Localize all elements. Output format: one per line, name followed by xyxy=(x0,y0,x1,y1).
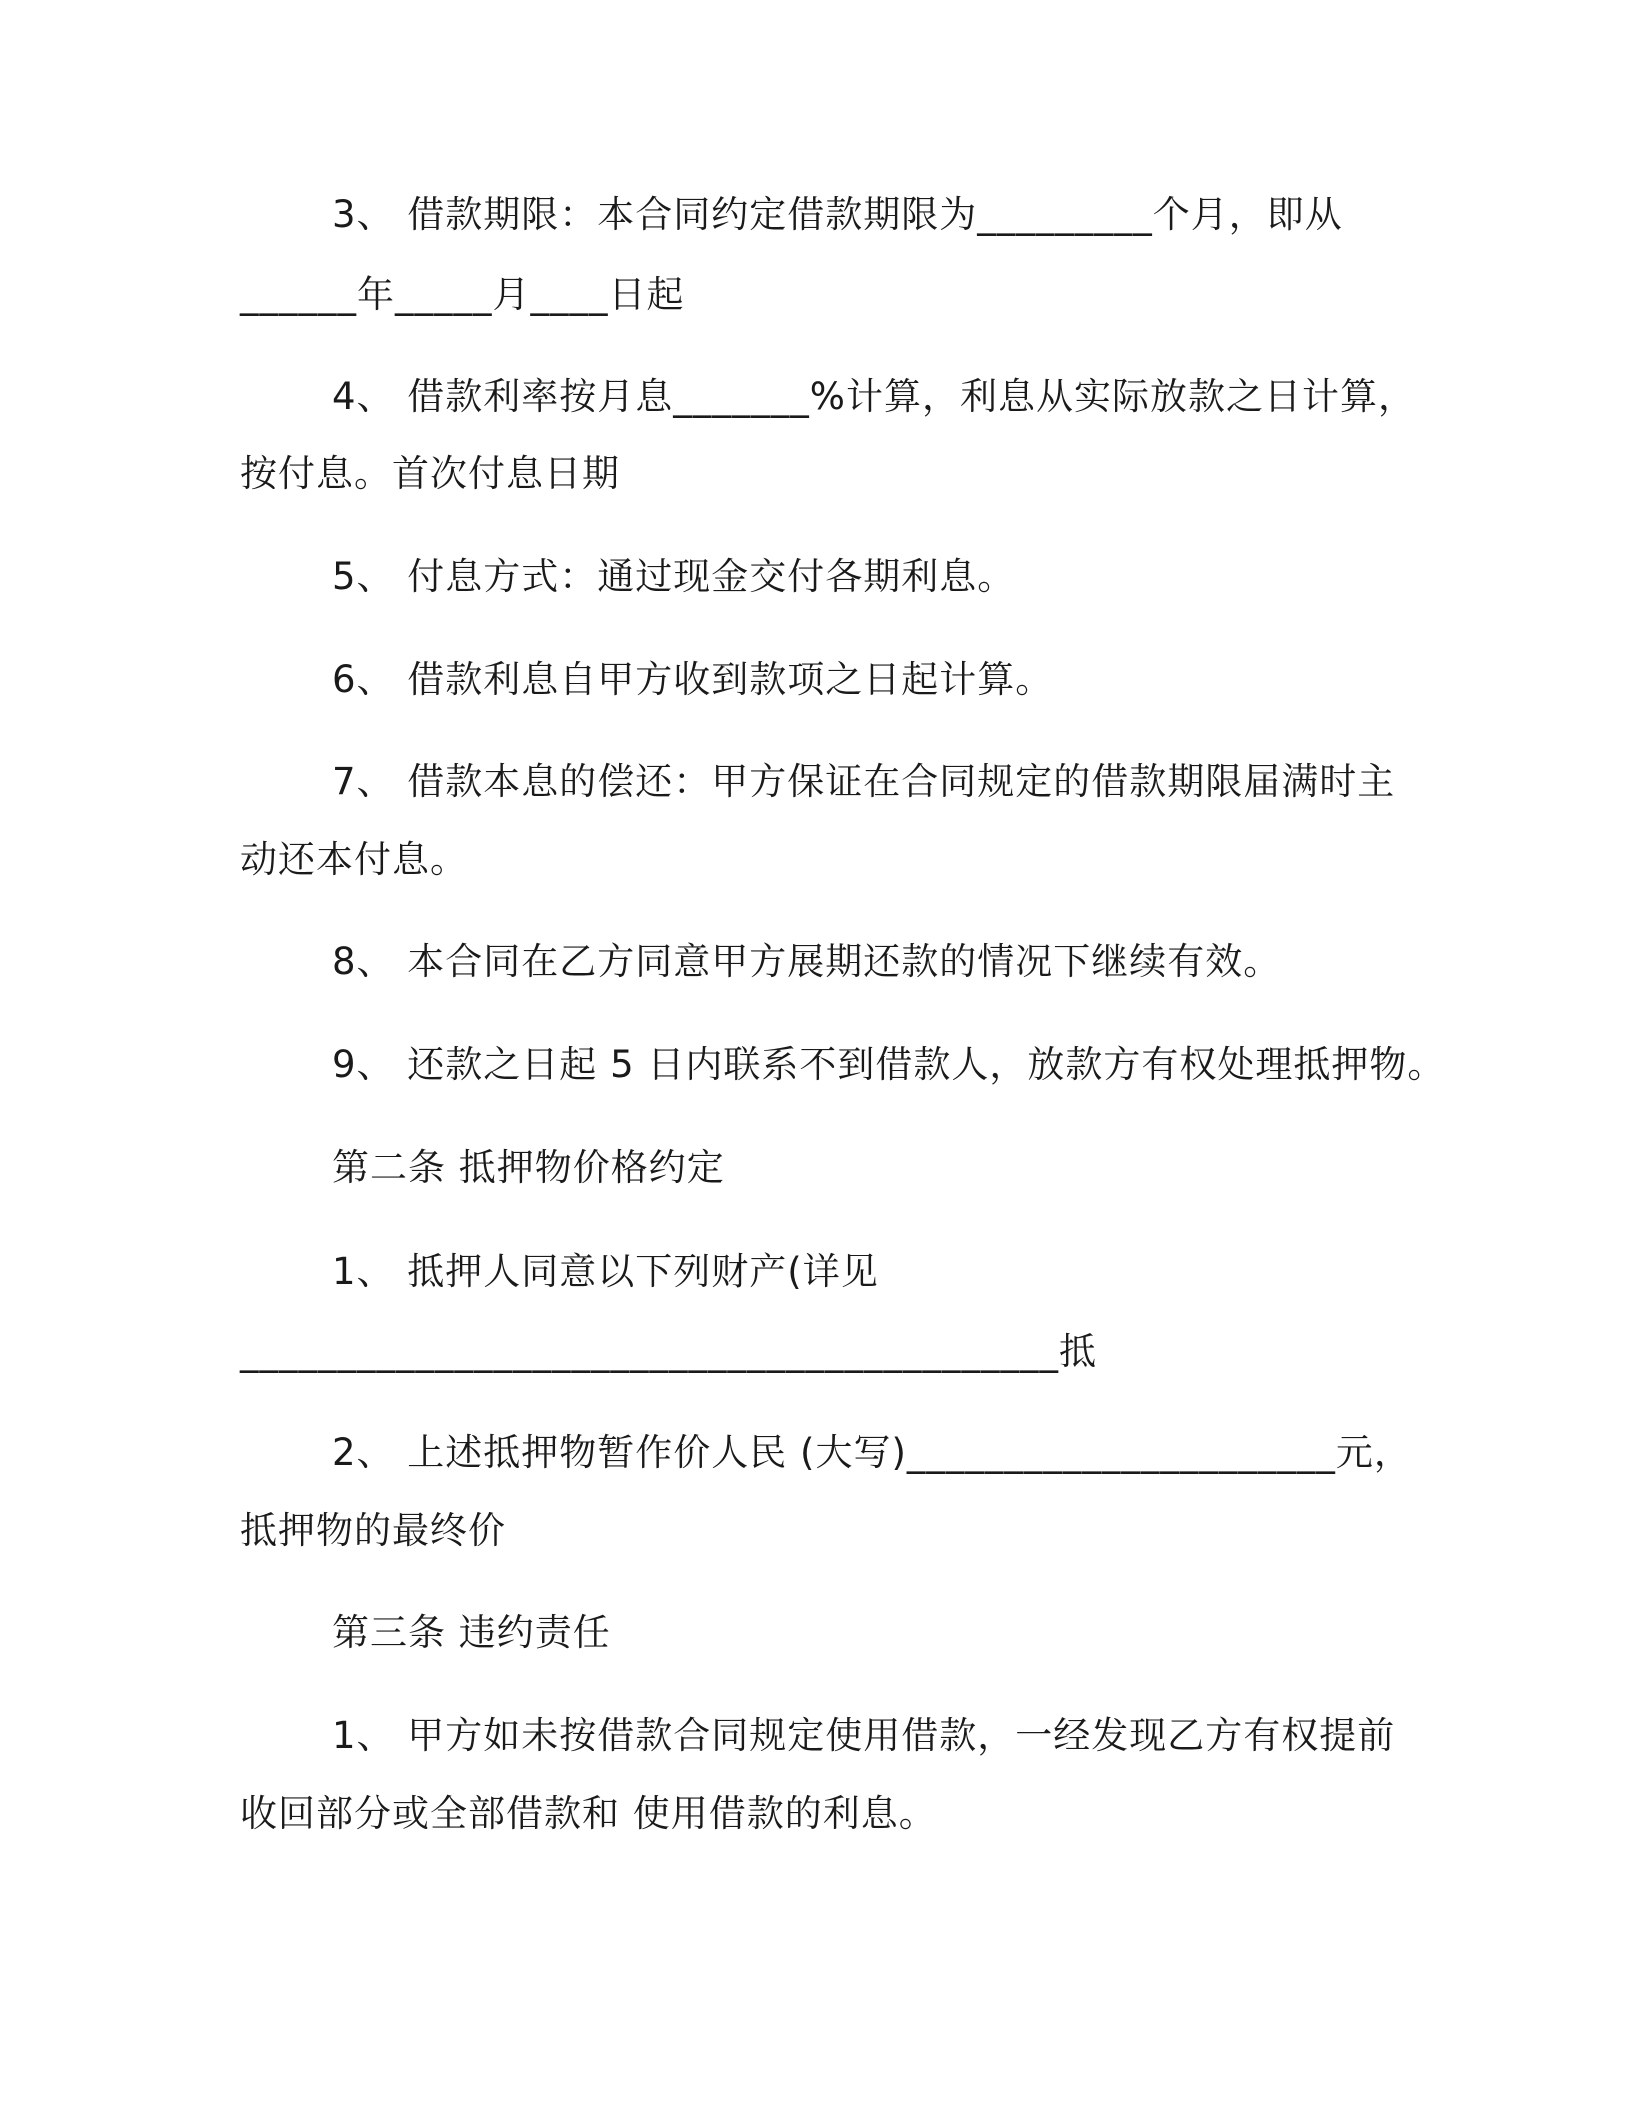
clause-3-term-line-2: ______年_____月____日起 xyxy=(240,273,685,316)
article-3-item-1-line-1: 1、 甲方如未按借款合同规定使用借款，一经发现乙方有权提前 xyxy=(332,1714,1396,1757)
clause-8-extension: 8、 本合同在乙方同意甲方展期还款的情况下继续有效。 xyxy=(332,940,1282,983)
clause-3-term-line-1: 3、 借款期限：本合同约定借款期限为_________个月，即从 xyxy=(332,193,1343,236)
article-2-item-1-line-1: 1、 抵押人同意以下列财产(详见 xyxy=(332,1250,879,1293)
article-3-item-1-line-2: 收回部分或全部借款和 使用借款的利息。 xyxy=(240,1792,937,1835)
clause-7-repayment-line-1: 7、 借款本息的偿还：甲方保证在合同规定的借款期限届满时主 xyxy=(332,760,1396,803)
clause-9-collateral-disposal: 9、 还款之日起 5 日内联系不到借款人，放款方有权处理抵押物。 xyxy=(332,1043,1446,1086)
article-2-item-2-line-1: 2、 上述抵押物暂作价人民 (大写)______________________元， xyxy=(332,1431,1412,1474)
clause-6-interest-start: 6、 借款利息自甲方收到款项之日起计算。 xyxy=(332,658,1054,701)
article-2-heading: 第二条 抵押物价格约定 xyxy=(332,1146,725,1189)
clause-4-rate-line-2: 按付息。首次付息日期 xyxy=(240,452,620,495)
clause-7-repayment-line-2: 动还本付息。 xyxy=(240,838,468,881)
clause-4-rate-line-1: 4、 借款利率按月息_______%计算，利息从实际放款之日计算， xyxy=(332,375,1416,418)
article-3-heading: 第三条 违约责任 xyxy=(332,1611,611,1654)
article-2-item-2-line-2: 抵押物的最终价 xyxy=(240,1509,506,1552)
article-2-item-1-line-2: __________________________________________抵 xyxy=(240,1330,1097,1373)
clause-5-payment-method: 5、 付息方式：通过现金交付各期利息。 xyxy=(332,555,1016,598)
